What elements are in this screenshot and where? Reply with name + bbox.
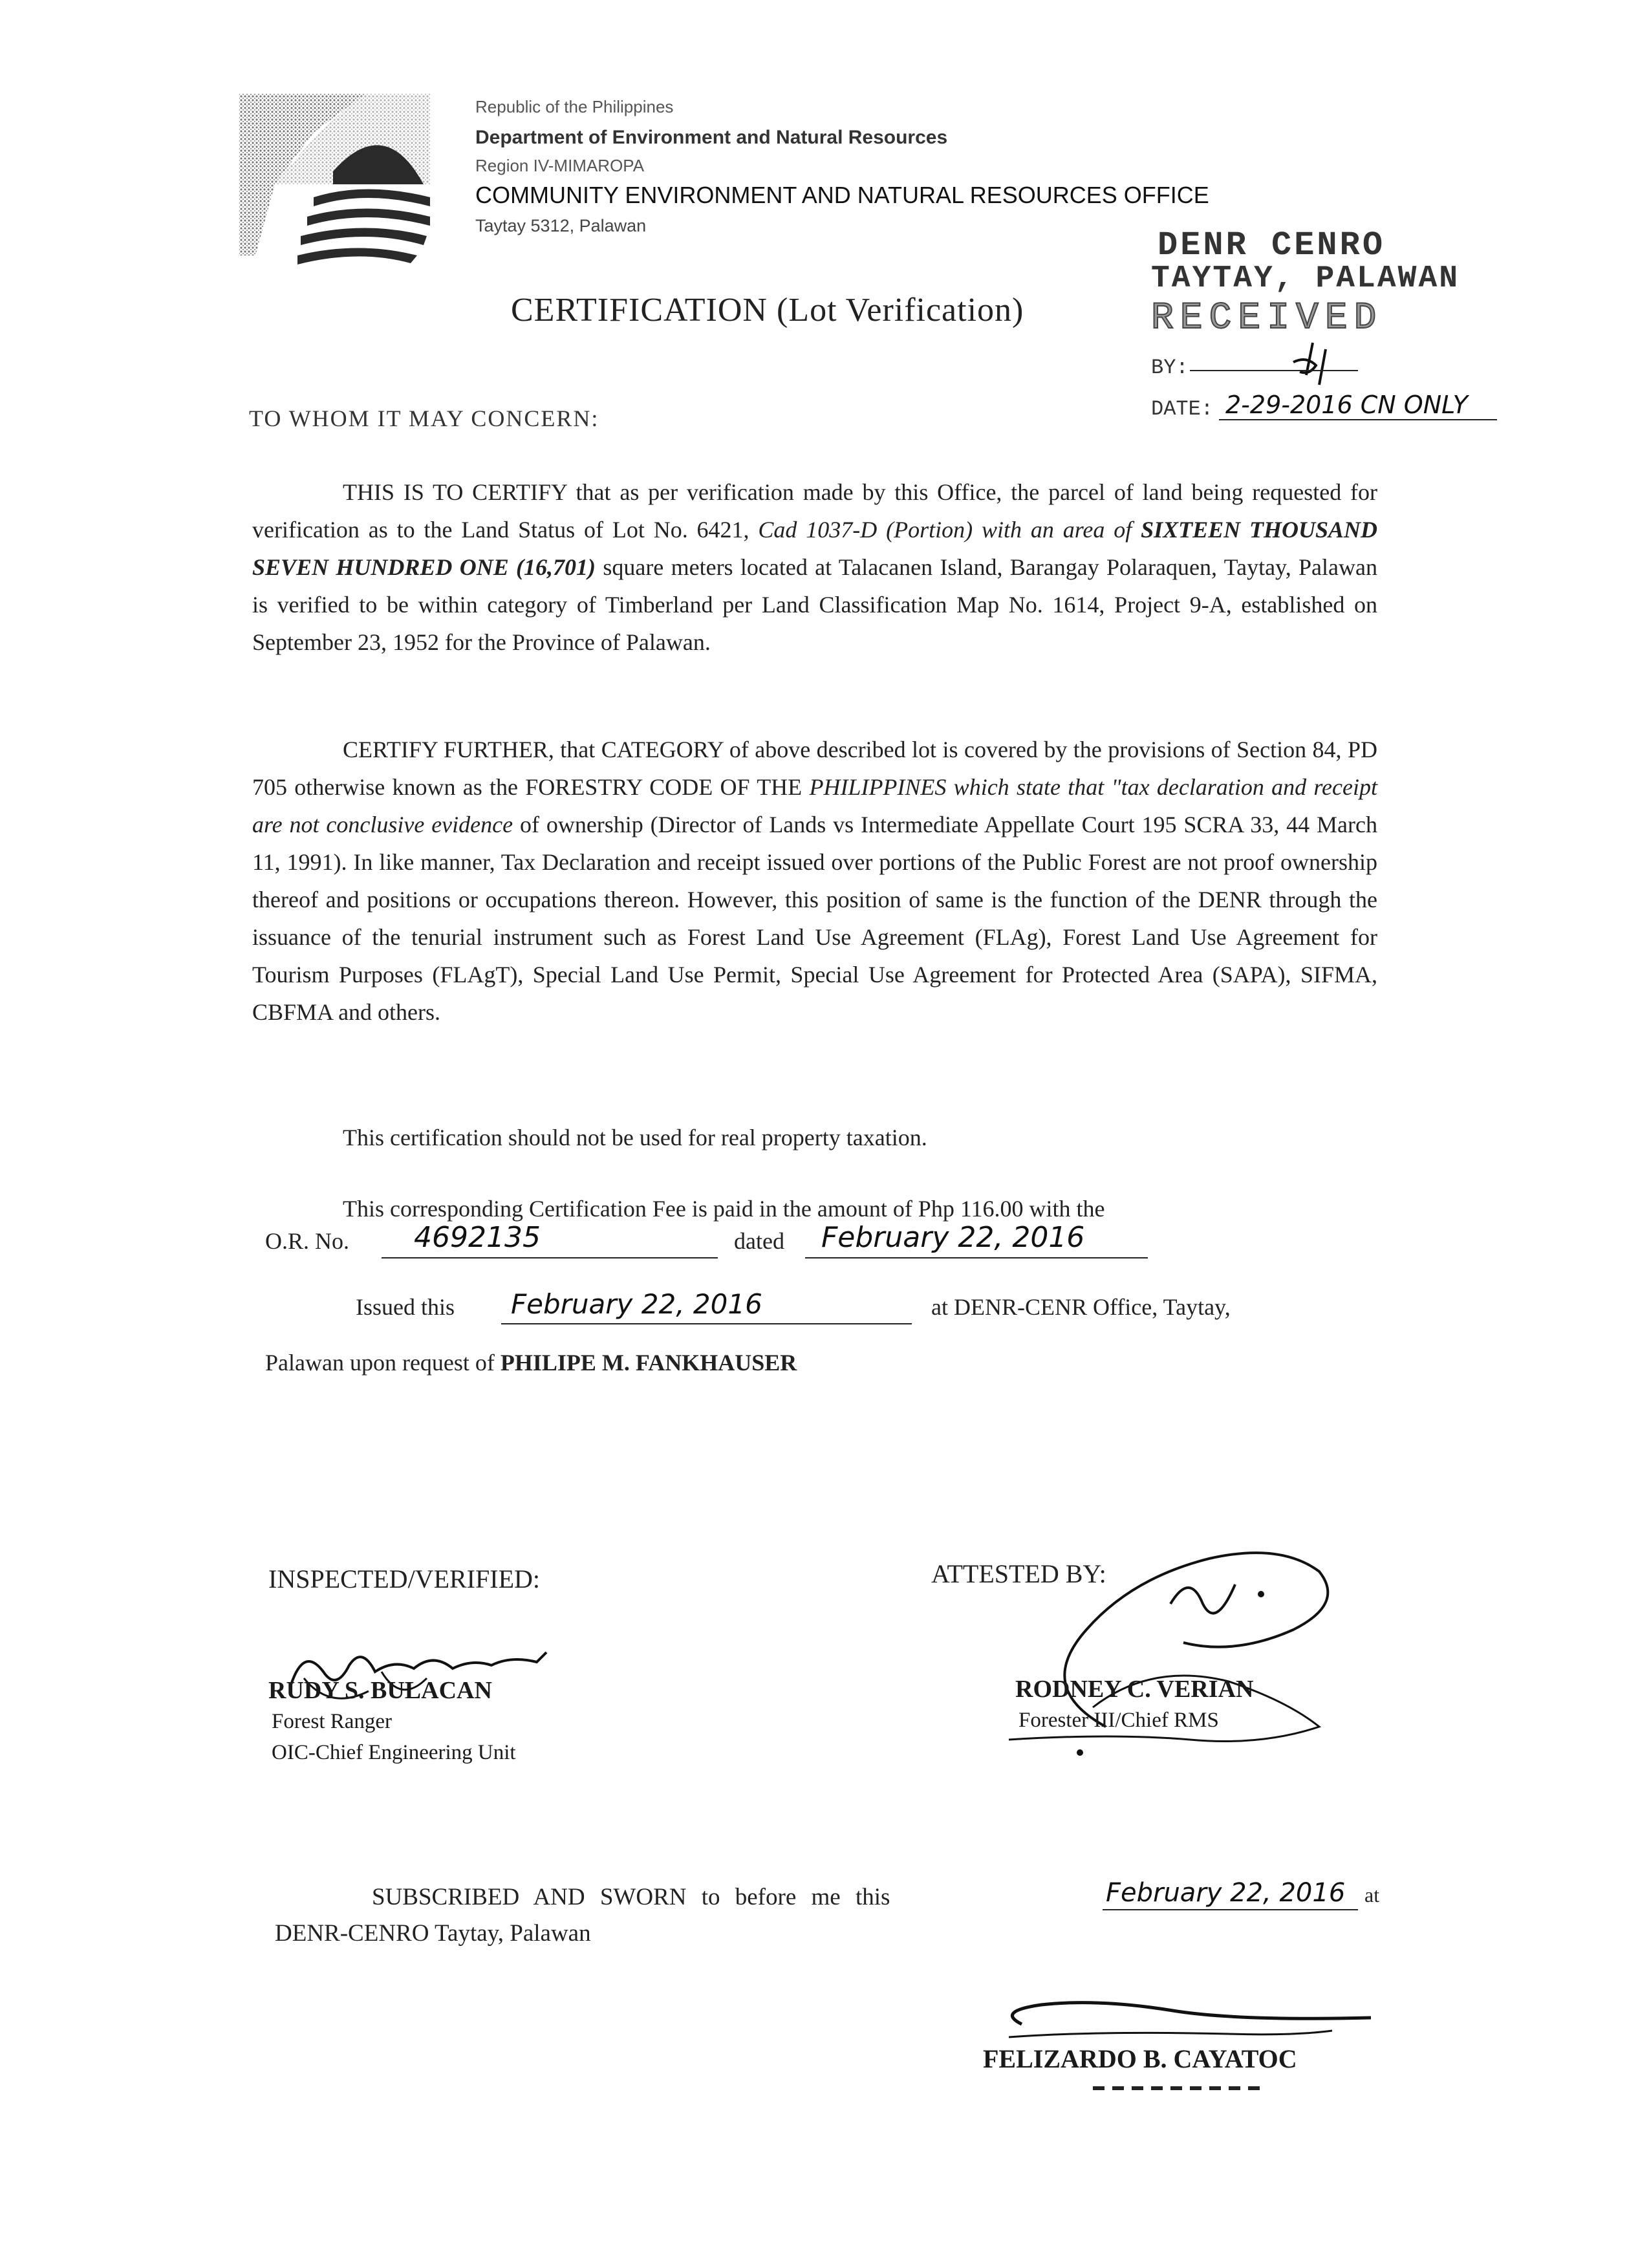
- inspector-title2: OIC-Chief Engineering Unit: [272, 1741, 516, 1764]
- issued-location: at DENR-CENR Office, Taytay,: [931, 1294, 1231, 1320]
- cropped-officer-title: [1093, 2082, 1261, 2090]
- header-region: Region IV-MIMAROPA: [475, 156, 645, 175]
- sworn-text: SUBSCRIBED AND SWORN to before me this: [372, 1884, 890, 1910]
- header-address: Taytay 5312, Palawan: [475, 216, 647, 235]
- stamp-line1: DENR CENRO: [1158, 226, 1386, 265]
- p4-text1: This corresponding Certification Fee is paid in the amount of Php 116.00 with the: [343, 1196, 1105, 1222]
- denr-logo: [236, 87, 436, 275]
- p2-text2: of ownership (Director of Lands vs Intermediate Appellate Court 195 SCRA 33, 44 March 11, 1991). In like manner, Tax Declaration and receipt issued over portions of the Public Forest are not proof ownership thereof and positions or occupations thereon. However, this position of same is the function of the DENR through the issuance of the tenurial instrument such as Forest Land Use Agreement (FLAg), Forest Land Use Agreement for Tourism Purposes (FLAgT), Special Land Use Permit, Special Use Agreement for Protected Area (SAPA), SIFMA, CBFMA and others.: [252, 812, 1377, 1025]
- document-title: CERTIFICATION (Lot Verification): [511, 292, 1024, 329]
- paragraph-taxation-note: [252, 1119, 1377, 1156]
- dated-value: February 22, 2016: [821, 1221, 1085, 1254]
- or-line: [382, 1257, 718, 1258]
- attested-label: ATTESTED BY:: [931, 1559, 1106, 1588]
- sworn-date-line: [1103, 1909, 1358, 1910]
- sworn-date: February 22, 2016: [1106, 1878, 1346, 1908]
- or-label: O.R. No.: [265, 1228, 350, 1254]
- p1-area-words: SIXTEEN THOUSAND SEVEN HUNDRED ONE (16,701): [252, 517, 1378, 580]
- p1-cad: Cad 1037-D (Portion): [758, 517, 973, 543]
- request-line: [265, 1349, 797, 1376]
- p3-text: This certification should not be used for real property taxation.: [343, 1125, 927, 1150]
- attester-title: Forester III/Chief RMS: [1018, 1709, 1219, 1732]
- sworn-location: DENR-CENRO Taytay, Palawan: [275, 1920, 591, 1947]
- issued-line: [501, 1323, 912, 1324]
- stamp-line2: TAYTAY, PALAWAN: [1151, 261, 1460, 296]
- salutation: TO WHOM IT MAY CONCERN:: [249, 405, 599, 431]
- p2-text1: CERTIFY FURTHER, that CATEGORY of above described lot is covered by the provisions of Section 84, PD 705 otherwise known as the FORESTRY CODE OF THE: [252, 737, 1377, 800]
- sworn-at: at: [1364, 1883, 1380, 1906]
- header-office: COMMUNITY ENVIRONMENT AND NATURAL RESOURCES OFFICE: [475, 182, 1209, 208]
- stamp-date-label: DATE:: [1151, 397, 1214, 421]
- inspected-label: INSPECTED/VERIFIED:: [268, 1564, 540, 1593]
- stamp-line3: RECEIVED: [1151, 297, 1383, 340]
- dated-label: dated: [734, 1228, 784, 1254]
- issued-value: February 22, 2016: [511, 1288, 762, 1320]
- issued-label: Issued this: [356, 1294, 455, 1320]
- header-republic: Republic of the Philippines: [475, 97, 674, 116]
- p2-italic: PHILIPPINES which state that "tax declaration and receipt are not conclusive evidence: [252, 774, 1377, 837]
- p1-text2: with an area of: [973, 517, 1141, 543]
- dated-line: [805, 1257, 1148, 1258]
- paragraph-certify-further: [252, 731, 1377, 1031]
- inspector-title1: Forest Ranger: [272, 1710, 393, 1733]
- attester-name: RODNEY C. VERIAN: [1015, 1676, 1254, 1703]
- request-text: Palawan upon request of: [265, 1350, 501, 1376]
- paragraph-certify: [252, 473, 1377, 661]
- inspector-name: RUDY S. BULACAN: [268, 1677, 492, 1704]
- or-value: 4692135: [414, 1221, 541, 1254]
- stamp-by-label: BY:: [1151, 356, 1189, 380]
- received-stamp: [1145, 226, 1507, 440]
- stamp-by-line: [1190, 370, 1358, 371]
- p1-text1: that as per verification made by this Office, the parcel of land being requested for verification as to the Land Status of Lot No. 6421,: [252, 479, 1377, 543]
- officer-name: FELIZARDO B. CAYATOC: [983, 2044, 1297, 2073]
- certify-lead: THIS IS TO CERTIFY: [343, 479, 567, 505]
- header-department: Department of Environment and Natural Resources: [475, 127, 948, 148]
- requester-name: PHILIPE M. FANKHAUSER: [500, 1350, 797, 1376]
- stamp-date-line: [1219, 419, 1497, 420]
- p1-text3: square meters located at Talacanen Island, Barangay Polaraquen, Taytay, Palawan is verified to be within category of Timberland per Land Classification Map No. 1614, Project 9-A, established on September 23, 1952 for the Province of Palawan.: [252, 554, 1377, 655]
- stamp-date-value: 2-29-2016 CN ONLY: [1225, 391, 1468, 419]
